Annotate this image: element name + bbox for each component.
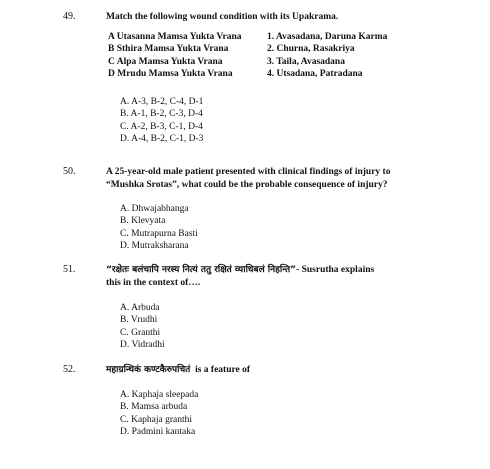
option-a[interactable]: A. A-3, B-2, C-4, D-1 [120,97,204,107]
question-stem [106,364,436,377]
stem-text: - Susrutha explains [296,265,375,275]
match-left-item: D Mrudu Mamsa Yukta Vrana [108,68,233,79]
options-list [120,203,198,252]
match-right-item: 2. Churna, Rasakriya [267,44,355,55]
option-b[interactable]: B. Klevyata [120,216,166,227]
match-right-item: 3. Taila, Avasadana [267,56,345,67]
match-left-item: C Alpa Mamsa Yukta Vrana [108,56,223,67]
option-b[interactable]: B. A-1, B-2, C-3, D-4 [120,109,203,120]
match-right-item: 4. Utsadana, Patradana [267,68,363,79]
option-c[interactable]: C. Mutrapurna Basti [120,228,198,239]
option-d[interactable]: D. A-4, B-2, C-1, D-3 [120,133,204,144]
sanskrit-phrase: महाग्रन्थिकं कण्टकैरुपचितं [106,365,191,375]
option-b[interactable]: B. Vrudhi [120,315,158,326]
match-left-item: A Utasanna Mamsa Yukta Vrana [108,32,242,42]
option-a[interactable]: A. Arbuda [120,303,160,313]
stem-text: is a feature of [190,365,251,375]
question-number: 49. [63,11,76,22]
match-right-item: 1. Avasadana, Daruna Karma [267,32,388,42]
stem-line: this in the context of…. [106,278,201,288]
question-stem [106,264,436,290]
stem-line [106,264,436,277]
question-stem [106,166,436,192]
stem-line: A 25-year-old male patient presented with clinical findings of injury to [106,167,391,177]
question-number: 50. [63,166,76,177]
option-c[interactable]: C. Kaphaja granthi [120,414,193,425]
option-c[interactable]: C. A-2, B-3, C-1, D-4 [120,121,203,132]
option-a[interactable]: A. Kaphaja sleepada [120,390,199,400]
options-list [120,96,203,145]
match-left-item: B Sthira Mamsa Yukta Vrana [108,44,229,55]
question-stem: Match the following wound condition with its Upakrama. [106,12,339,22]
sanskrit-verse: “रक्षेतः बलंचापि नरस्य नित्यं ततु रक्षितं व्याधिबलं निहन्ति” [106,265,297,275]
option-b[interactable]: B. Mamsa arbuda [120,402,188,413]
options-list [120,389,198,438]
options-list [120,302,165,351]
option-d[interactable]: D. Mutraksharana [120,240,189,251]
option-a[interactable]: A. Dhwajabhanga [120,204,189,214]
question-number: 51. [63,264,76,275]
option-d[interactable]: D. Padmini kantaka [120,426,196,437]
option-d[interactable]: D. Vidradhi [120,339,165,350]
option-c[interactable]: C. Granthi [120,327,161,338]
question-number: 52. [63,364,76,375]
stem-line: “Mushka Srotas”, what could be the probable consequence of injury? [106,180,388,190]
